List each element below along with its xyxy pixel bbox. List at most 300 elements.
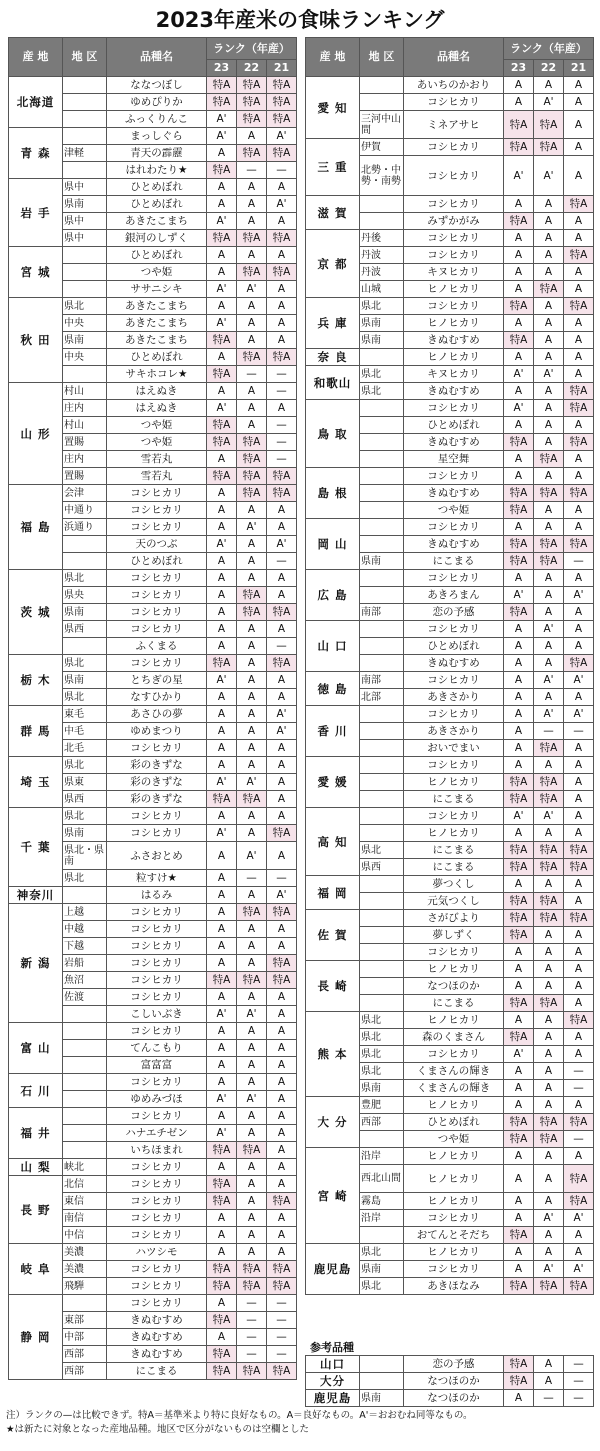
area-cell: 県西 bbox=[63, 621, 107, 638]
header-area: 地 区 bbox=[63, 38, 107, 77]
header-year-23: 23 bbox=[504, 60, 534, 77]
rank-cell: 特A bbox=[504, 1131, 534, 1148]
rank-cell: A bbox=[564, 230, 594, 247]
table-row bbox=[9, 298, 297, 315]
area-cell: 県北 bbox=[360, 1046, 404, 1063]
rank-cell: 特A bbox=[207, 162, 237, 179]
rank-cell: A bbox=[564, 689, 594, 706]
area-cell: 県北 bbox=[360, 366, 404, 383]
rank-cell: A bbox=[207, 247, 237, 264]
area-cell: 中越 bbox=[63, 921, 107, 938]
variety-cell: コシヒカリ bbox=[404, 247, 504, 264]
area-cell bbox=[360, 825, 404, 842]
prefecture-cell: 岡 山 bbox=[306, 519, 360, 570]
rank-cell: A bbox=[237, 1210, 267, 1227]
table-row bbox=[306, 808, 594, 825]
rank-cell: A bbox=[237, 179, 267, 196]
rank-cell: 特A bbox=[504, 332, 534, 349]
table-row bbox=[9, 1295, 297, 1312]
rank-cell: 特A bbox=[534, 451, 564, 468]
rank-cell: A bbox=[504, 944, 534, 961]
prefecture-cell: 宮 城 bbox=[9, 247, 63, 298]
variety-cell: コシヒカリ bbox=[107, 1176, 207, 1193]
rank-cell: 特A bbox=[564, 655, 594, 672]
rank-cell: A bbox=[564, 604, 594, 621]
prefecture-cell: 栃 木 bbox=[9, 655, 63, 706]
rank-cell: A' bbox=[504, 366, 534, 383]
area-cell: 県東 bbox=[63, 774, 107, 791]
area-cell bbox=[63, 1295, 107, 1312]
variety-cell: くまさんの輝き bbox=[404, 1080, 504, 1097]
rank-cell: A bbox=[207, 451, 237, 468]
rank-cell: 特A bbox=[564, 196, 594, 213]
rank-cell: A bbox=[504, 740, 534, 757]
rank-cell: A bbox=[237, 315, 267, 332]
area-cell: 南部 bbox=[360, 672, 404, 689]
rank-cell: A bbox=[267, 1159, 297, 1176]
rank-cell: 特A bbox=[237, 1261, 267, 1278]
rank-cell: A' bbox=[267, 128, 297, 145]
rank-cell: 特A bbox=[207, 1142, 237, 1159]
table-row bbox=[9, 1108, 297, 1125]
area-cell bbox=[63, 887, 107, 904]
table-row bbox=[9, 128, 297, 145]
rank-cell: 特A bbox=[267, 111, 297, 128]
variety-cell: 雪若丸 bbox=[107, 468, 207, 485]
variety-cell: 星空舞 bbox=[404, 451, 504, 468]
variety-cell: ゆめまつり bbox=[107, 723, 207, 740]
variety-cell: コシヒカリ bbox=[404, 139, 504, 156]
rank-cell: 特A bbox=[207, 417, 237, 434]
variety-cell: ヒノヒカリ bbox=[404, 1244, 504, 1261]
variety-cell: 森のくまさん bbox=[404, 1029, 504, 1046]
rank-cell: 特A bbox=[207, 468, 237, 485]
area-cell: 県南 bbox=[63, 196, 107, 213]
rank-cell: A bbox=[237, 1176, 267, 1193]
rank-cell: — bbox=[564, 723, 594, 740]
prefecture-cell: 鳥 取 bbox=[306, 400, 360, 468]
variety-cell: くまさんの輝き bbox=[404, 1063, 504, 1080]
rank-cell: A bbox=[237, 536, 267, 553]
variety-cell: キヌヒカリ bbox=[404, 264, 504, 281]
rank-cell: 特A bbox=[267, 972, 297, 989]
rank-cell: 特A bbox=[504, 111, 534, 139]
rank-cell: A bbox=[207, 757, 237, 774]
rank-cell: A bbox=[504, 281, 534, 298]
variety-cell: コシヒカリ bbox=[404, 757, 504, 774]
area-cell bbox=[63, 1006, 107, 1023]
rank-cell: 特A bbox=[207, 77, 237, 94]
area-cell bbox=[360, 485, 404, 502]
rank-cell: 特A bbox=[237, 904, 267, 921]
area-cell: 沿岸 bbox=[360, 1148, 404, 1165]
rank-cell: A bbox=[504, 825, 534, 842]
rank-cell: A bbox=[237, 247, 267, 264]
header-pref: 産 地 bbox=[306, 38, 360, 77]
rank-cell: A' bbox=[534, 672, 564, 689]
rank-cell: A bbox=[504, 689, 534, 706]
rank-cell: A bbox=[207, 604, 237, 621]
rank-cell: — bbox=[267, 1295, 297, 1312]
rank-cell: 特A bbox=[504, 1029, 534, 1046]
rank-cell: A bbox=[504, 196, 534, 213]
rank-cell: A bbox=[267, 740, 297, 757]
variety-cell: コシヒカリ bbox=[107, 1159, 207, 1176]
area-cell bbox=[63, 1142, 107, 1159]
rank-cell: — bbox=[564, 1390, 594, 1407]
rank-cell: A bbox=[564, 1097, 594, 1114]
table-row bbox=[9, 1176, 297, 1193]
rank-cell: A bbox=[207, 1244, 237, 1261]
prefecture-cell: 徳 島 bbox=[306, 672, 360, 706]
area-cell: 県北・県南 bbox=[63, 842, 107, 870]
rank-cell: A bbox=[267, 808, 297, 825]
rank-cell: A bbox=[207, 1057, 237, 1074]
variety-cell: にこまる bbox=[404, 842, 504, 859]
rank-cell: A bbox=[534, 417, 564, 434]
prefecture-cell: 山 梨 bbox=[9, 1159, 63, 1176]
header-rank: ランク（年産） bbox=[504, 38, 594, 60]
area-cell: 南信 bbox=[63, 1210, 107, 1227]
variety-cell: ふっくりんこ bbox=[107, 111, 207, 128]
rank-cell: A bbox=[237, 502, 267, 519]
variety-cell: にこまる bbox=[404, 791, 504, 808]
rank-cell: A' bbox=[564, 672, 594, 689]
rank-cell: A bbox=[237, 196, 267, 213]
rank-cell: A bbox=[237, 128, 267, 145]
table-row bbox=[306, 230, 594, 247]
rank-cell: A bbox=[267, 989, 297, 1006]
rank-cell: 特A bbox=[237, 77, 267, 94]
rank-cell: A bbox=[564, 1046, 594, 1063]
area-cell: 北勢・中勢・南勢 bbox=[360, 156, 404, 196]
variety-cell: コシヒカリ bbox=[404, 621, 504, 638]
rank-cell: A bbox=[267, 1227, 297, 1244]
rank-cell: A bbox=[207, 842, 237, 870]
prefecture-cell: 三 重 bbox=[306, 139, 360, 196]
rank-cell: A bbox=[267, 502, 297, 519]
rank-cell: A' bbox=[564, 587, 594, 604]
rank-cell: — bbox=[267, 870, 297, 887]
rank-cell: A bbox=[237, 706, 267, 723]
rank-cell: A bbox=[564, 791, 594, 808]
rank-cell: 特A bbox=[504, 604, 534, 621]
variety-cell: コシヒカリ bbox=[107, 1108, 207, 1125]
area-cell bbox=[63, 77, 107, 94]
variety-cell: ゆめぴりか bbox=[107, 94, 207, 111]
rank-cell: A bbox=[564, 1029, 594, 1046]
variety-cell: あきさかり bbox=[404, 723, 504, 740]
rank-cell: A bbox=[267, 247, 297, 264]
area-cell: 県南 bbox=[63, 825, 107, 842]
area-cell: 県北 bbox=[63, 570, 107, 587]
area-cell: 西部 bbox=[63, 1363, 107, 1380]
prefecture-cell: 埼 玉 bbox=[9, 757, 63, 808]
area-cell: 丹波 bbox=[360, 247, 404, 264]
rank-cell: 特A bbox=[207, 1363, 237, 1380]
rank-cell: 特A bbox=[267, 1193, 297, 1210]
header-year-21: 21 bbox=[267, 60, 297, 77]
table-row bbox=[9, 887, 297, 904]
area-cell bbox=[63, 264, 107, 281]
variety-cell: あいちのかおり bbox=[404, 77, 504, 94]
variety-cell: 恋の予感 bbox=[404, 1356, 504, 1373]
table-row bbox=[306, 400, 594, 417]
rank-cell: A bbox=[237, 1125, 267, 1142]
rank-cell: A bbox=[267, 621, 297, 638]
area-cell: 県西 bbox=[360, 859, 404, 876]
variety-cell: きぬむすめ bbox=[107, 1346, 207, 1363]
rank-cell: 特A bbox=[207, 1261, 237, 1278]
rank-cell: A bbox=[564, 332, 594, 349]
table-row bbox=[306, 1244, 594, 1261]
rank-cell: A bbox=[534, 502, 564, 519]
rank-cell: A' bbox=[267, 887, 297, 904]
variety-cell: あきほなみ bbox=[404, 1278, 504, 1295]
rank-cell: A bbox=[504, 655, 534, 672]
variety-cell: コシヒカリ bbox=[404, 94, 504, 111]
rank-cell: 特A bbox=[564, 1278, 594, 1295]
area-cell bbox=[360, 978, 404, 995]
rank-cell: 特A bbox=[237, 1363, 267, 1380]
table-row bbox=[306, 366, 594, 383]
prefecture-cell: 香 川 bbox=[306, 706, 360, 757]
area-cell: 県北 bbox=[360, 1029, 404, 1046]
variety-cell: コシヒカリ bbox=[107, 938, 207, 955]
rank-cell: 特A bbox=[207, 1312, 237, 1329]
rank-cell: A bbox=[207, 349, 237, 366]
variety-cell: コシヒカリ bbox=[107, 655, 207, 672]
rank-cell: 特A bbox=[267, 1278, 297, 1295]
variety-cell: コシヒカリ bbox=[107, 1210, 207, 1227]
area-cell: 霧島 bbox=[360, 1193, 404, 1210]
area-cell: 飛騨 bbox=[63, 1278, 107, 1295]
prefecture-cell: 京 都 bbox=[306, 230, 360, 298]
area-cell: 庄内 bbox=[63, 400, 107, 417]
rank-cell: 特A bbox=[237, 145, 267, 162]
variety-cell: ヒノヒカリ bbox=[404, 1165, 504, 1193]
variety-cell: つや姫 bbox=[107, 434, 207, 451]
variety-cell: 元気つくし bbox=[404, 893, 504, 910]
rank-cell: 特A bbox=[564, 536, 594, 553]
rank-cell: 特A bbox=[237, 587, 267, 604]
prefecture-cell: 奈 良 bbox=[306, 349, 360, 366]
prefecture-cell: 群 馬 bbox=[9, 706, 63, 757]
variety-cell: 彩のきずな bbox=[107, 774, 207, 791]
rank-cell: A bbox=[237, 1023, 267, 1040]
rank-cell: — bbox=[564, 1356, 594, 1373]
rank-cell: A bbox=[504, 1261, 534, 1278]
variety-cell: ヒノヒカリ bbox=[404, 961, 504, 978]
rank-cell: 特A bbox=[564, 485, 594, 502]
rank-cell: 特A bbox=[267, 904, 297, 921]
rank-cell: 特A bbox=[534, 111, 564, 139]
area-cell: 西部 bbox=[63, 1346, 107, 1363]
rank-cell: A bbox=[564, 111, 594, 139]
area-cell bbox=[360, 740, 404, 757]
rank-cell: A' bbox=[207, 315, 237, 332]
rank-cell: 特A bbox=[534, 553, 564, 570]
variety-cell: さがびより bbox=[404, 910, 504, 927]
rank-cell: 特A bbox=[207, 366, 237, 383]
rank-cell: 特A bbox=[237, 434, 267, 451]
variety-cell: 彩のきずな bbox=[107, 757, 207, 774]
rank-cell: 特A bbox=[534, 893, 564, 910]
rank-cell: A bbox=[267, 213, 297, 230]
rank-cell: 特A bbox=[207, 1346, 237, 1363]
area-cell: 岩船 bbox=[63, 955, 107, 972]
area-cell bbox=[63, 1074, 107, 1091]
area-cell bbox=[63, 94, 107, 111]
area-cell: 東毛 bbox=[63, 706, 107, 723]
rank-cell: A bbox=[207, 689, 237, 706]
variety-cell: 彩のきずな bbox=[107, 791, 207, 808]
rank-cell: A bbox=[267, 298, 297, 315]
rank-cell: A bbox=[237, 757, 267, 774]
table-row bbox=[306, 570, 594, 587]
prefecture-cell: 和歌山 bbox=[306, 366, 360, 400]
rank-cell: A bbox=[504, 1210, 534, 1227]
rank-cell: 特A bbox=[207, 1193, 237, 1210]
rank-cell: — bbox=[564, 1131, 594, 1148]
rank-cell: A bbox=[237, 1074, 267, 1091]
rank-cell: A bbox=[504, 315, 534, 332]
rank-cell: A bbox=[534, 1063, 564, 1080]
prefecture-cell: 新 潟 bbox=[9, 904, 63, 1023]
variety-cell: とちぎの星 bbox=[107, 672, 207, 689]
variety-cell: あさひの夢 bbox=[107, 706, 207, 723]
rank-cell: 特A bbox=[564, 434, 594, 451]
rank-cell: 特A bbox=[534, 536, 564, 553]
rank-cell: A bbox=[504, 1012, 534, 1029]
rank-cell: A bbox=[237, 689, 267, 706]
rank-cell: 特A bbox=[237, 94, 267, 111]
variety-cell: ハツシモ bbox=[107, 1244, 207, 1261]
prefecture-cell: 滋 賀 bbox=[306, 196, 360, 230]
rank-cell: A bbox=[564, 893, 594, 910]
rank-cell: 特A bbox=[504, 927, 534, 944]
rank-cell: A bbox=[534, 468, 564, 485]
reference-table bbox=[305, 1355, 594, 1407]
table-row bbox=[9, 485, 297, 502]
area-cell bbox=[360, 502, 404, 519]
rank-cell: A bbox=[267, 1006, 297, 1023]
variety-cell: コシヒカリ bbox=[404, 1046, 504, 1063]
rank-cell: A bbox=[504, 1244, 534, 1261]
variety-cell: コシヒカリ bbox=[107, 825, 207, 842]
rank-cell: A bbox=[237, 1244, 267, 1261]
rank-cell: A' bbox=[534, 156, 564, 196]
header-year-23: 23 bbox=[207, 60, 237, 77]
variety-cell: 天のつぶ bbox=[107, 536, 207, 553]
rank-cell: A bbox=[564, 519, 594, 536]
rank-cell: — bbox=[267, 1329, 297, 1346]
variety-cell: コシヒカリ bbox=[107, 989, 207, 1006]
rank-cell: A bbox=[267, 1023, 297, 1040]
rank-cell: A bbox=[267, 179, 297, 196]
rank-cell: 特A bbox=[267, 94, 297, 111]
rank-cell: A bbox=[564, 468, 594, 485]
variety-cell: 粒すけ★ bbox=[107, 870, 207, 887]
variety-cell: にこまる bbox=[107, 1363, 207, 1380]
rank-cell: 特A bbox=[267, 230, 297, 247]
prefecture-cell: 岐 阜 bbox=[9, 1244, 63, 1295]
rank-cell: 特A bbox=[267, 604, 297, 621]
rank-cell: A bbox=[534, 1046, 564, 1063]
rank-cell: A bbox=[504, 1063, 534, 1080]
table-row bbox=[306, 1012, 594, 1029]
rank-cell: A bbox=[504, 706, 534, 723]
prefecture-cell: 静 岡 bbox=[9, 1295, 63, 1380]
area-cell bbox=[360, 570, 404, 587]
prefecture-cell: 兵 庫 bbox=[306, 298, 360, 349]
rank-cell: — bbox=[564, 1063, 594, 1080]
area-cell: 北信 bbox=[63, 1176, 107, 1193]
rank-cell: A bbox=[237, 921, 267, 938]
rank-cell: 特A bbox=[534, 995, 564, 1012]
area-cell: 三河中山間 bbox=[360, 111, 404, 139]
rank-cell: 特A bbox=[564, 400, 594, 417]
variety-cell: あきたこまち bbox=[107, 298, 207, 315]
variety-cell: ひとめぼれ bbox=[107, 196, 207, 213]
rank-cell: A' bbox=[564, 706, 594, 723]
rank-cell: A bbox=[504, 978, 534, 995]
rank-cell: A bbox=[207, 1074, 237, 1091]
variety-cell: コシヒカリ bbox=[404, 196, 504, 213]
area-cell bbox=[63, 128, 107, 145]
rank-cell: A bbox=[564, 451, 594, 468]
rank-cell: A bbox=[267, 1244, 297, 1261]
rank-cell: A bbox=[504, 417, 534, 434]
area-cell bbox=[360, 927, 404, 944]
rank-cell: A bbox=[267, 1057, 297, 1074]
area-cell: 西北山間 bbox=[360, 1165, 404, 1193]
rank-cell: 特A bbox=[267, 655, 297, 672]
variety-cell: きぬむすめ bbox=[107, 1312, 207, 1329]
rank-cell: A bbox=[534, 247, 564, 264]
table-row bbox=[9, 1074, 297, 1091]
rank-cell: A bbox=[267, 1142, 297, 1159]
rank-cell: A bbox=[504, 1080, 534, 1097]
rank-cell: A' bbox=[207, 536, 237, 553]
rank-cell: A bbox=[207, 264, 237, 281]
rank-cell: 特A bbox=[237, 264, 267, 281]
rank-cell: A bbox=[504, 519, 534, 536]
rank-cell: 特A bbox=[237, 468, 267, 485]
rank-cell: 特A bbox=[267, 264, 297, 281]
area-cell bbox=[360, 910, 404, 927]
area-cell: 中信 bbox=[63, 1227, 107, 1244]
rank-cell: A bbox=[237, 955, 267, 972]
rank-cell: A bbox=[237, 570, 267, 587]
area-cell: 上越 bbox=[63, 904, 107, 921]
rank-cell: A bbox=[237, 332, 267, 349]
rank-cell: A bbox=[504, 757, 534, 774]
area-cell bbox=[360, 808, 404, 825]
variety-cell: ヒノヒカリ bbox=[404, 1148, 504, 1165]
area-cell bbox=[360, 876, 404, 893]
area-cell: 庄内 bbox=[63, 451, 107, 468]
rank-cell: A bbox=[504, 264, 534, 281]
table-row bbox=[306, 706, 594, 723]
rank-cell: A bbox=[564, 315, 594, 332]
area-cell bbox=[63, 1125, 107, 1142]
rank-cell: A bbox=[267, 1108, 297, 1125]
rank-cell: A bbox=[534, 298, 564, 315]
rank-cell: A bbox=[237, 1159, 267, 1176]
variety-cell: コシヒカリ bbox=[107, 519, 207, 536]
prefecture-cell: 岩 手 bbox=[9, 179, 63, 247]
